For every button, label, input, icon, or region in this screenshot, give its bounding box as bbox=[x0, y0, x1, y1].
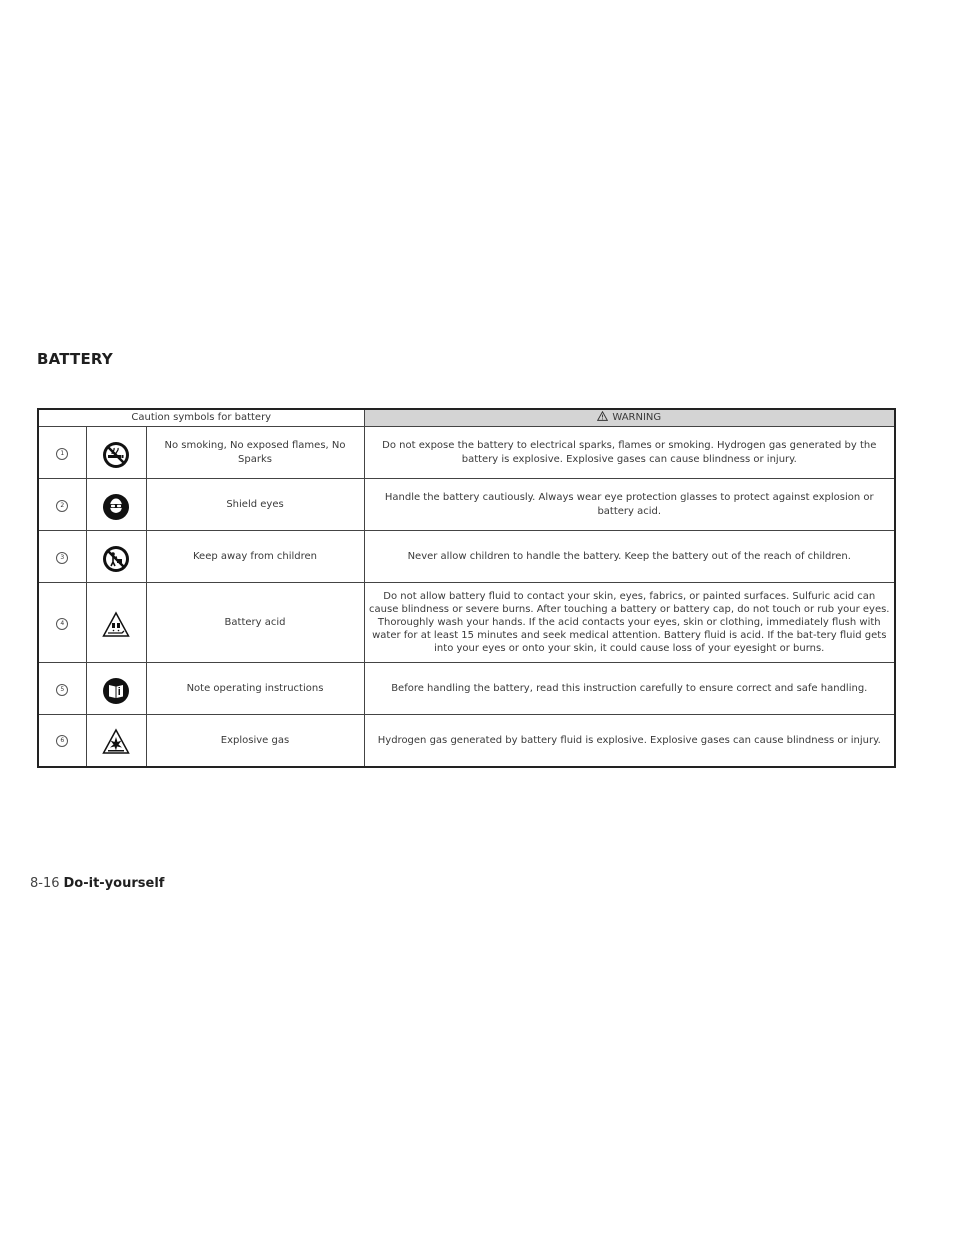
symbol-label: No smoking, No exposed flames, No Sparks bbox=[146, 427, 364, 479]
symbol-label: Note operating instructions bbox=[146, 663, 364, 715]
chapter-title: Do-it-yourself bbox=[63, 876, 165, 891]
battery-acid-icon bbox=[102, 611, 130, 639]
caution-symbols-table bbox=[37, 408, 896, 768]
warning-text: Do not allow battery fluid to contact your skin, eyes, fabrics, or painted surfaces. Sulfuric acid can cause blindness or severe burns. After touching a battery or battery cap, do not touch or rub your eyes. Thoroughly wash your hands. If the acid contacts your eyes, skin or clothing, immediately flush with water for at least 15 minutes and seek medical attention. Battery fluid is acid. If the bat-tery fluid gets into your eyes or onto your skin, it could cause loss of your eyesight or burns. bbox=[364, 583, 895, 663]
table-row bbox=[38, 583, 895, 663]
symbol-label: Shield eyes bbox=[146, 479, 364, 531]
symbol-label: Battery acid bbox=[146, 583, 364, 663]
table-row bbox=[38, 479, 895, 531]
row-number: 4 bbox=[56, 618, 68, 630]
eye-protection-icon bbox=[102, 493, 130, 521]
header-warning bbox=[364, 409, 895, 427]
warning-text: Hydrogen gas generated by battery fluid is explosive. Explosive gases can cause blindness or injury. bbox=[364, 715, 895, 767]
warning-text: Do not expose the battery to electrical sparks, flames or smoking. Hydrogen gas generated by the battery is explosive. Explosive gases can cause blindness or injury. bbox=[364, 427, 895, 479]
row-number: 1 bbox=[56, 448, 68, 460]
table-row bbox=[38, 427, 895, 479]
page-footer bbox=[30, 876, 164, 891]
section-title: BATTERY bbox=[37, 350, 113, 368]
warning-text: Never allow children to handle the battery. Keep the battery out of the reach of children. bbox=[364, 531, 895, 583]
warning-triangle-icon bbox=[597, 411, 608, 421]
no-smoking-icon bbox=[102, 441, 130, 469]
table-row bbox=[38, 663, 895, 715]
table-header-row bbox=[38, 409, 895, 427]
row-number: 6 bbox=[56, 735, 68, 747]
symbol-label: Explosive gas bbox=[146, 715, 364, 767]
table-row bbox=[38, 531, 895, 583]
manual-book-icon bbox=[102, 677, 130, 705]
header-warning-label: WARNING bbox=[612, 412, 662, 424]
keep-children-away-icon bbox=[102, 545, 130, 573]
header-caution-symbols: Caution symbols for battery bbox=[38, 409, 364, 427]
row-number: 2 bbox=[56, 500, 68, 512]
row-number: 5 bbox=[56, 684, 68, 696]
warning-text: Handle the battery cautiously. Always wear eye protection glasses to protect against explosion or battery acid. bbox=[364, 479, 895, 531]
symbol-label: Keep away from children bbox=[146, 531, 364, 583]
table-row bbox=[38, 715, 895, 767]
page-number: 8-16 bbox=[30, 876, 60, 891]
explosive-gas-icon bbox=[102, 728, 130, 756]
row-number: 3 bbox=[56, 552, 68, 564]
warning-text: Before handling the battery, read this instruction carefully to ensure correct and safe handling. bbox=[364, 663, 895, 715]
